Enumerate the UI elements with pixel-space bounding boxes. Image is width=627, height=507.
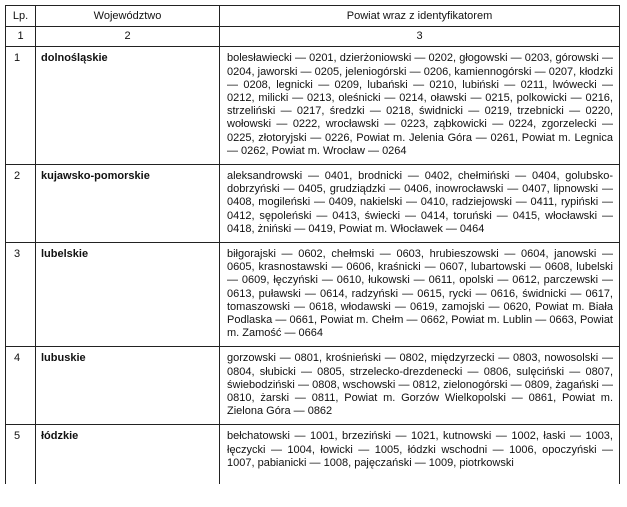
row-powiaty: bolesławiecki — 0201, dzierżoniowski — 0202, głogowski — 0203, górowski — 0204, jaworski — 0205, jeleniogórski — 0206, kamiennogórski — 0207, kłodzki — 0208, legnicki — 0209, lubański — 0210, lubiński — 0211, lwówecki — 0212, milicki — 0213, oleśnicki — 0214, oławski — 0215, polkowicki — 0216, strzeliński — 0217, średzki — 0218, świdnicki — 0219, trzebnicki — 0220, wołowski — 0222, wrocławski — 0223, ząbkowicki — 0224, zgorzelecki — 0225, złotoryjski — 0226, Powiat m. Jelenia Góra — 0261, Powiat m. Legnica — 0262, Powiat m. Wrocław — 0264	[220, 47, 620, 165]
row-powiaty: bełchatowski — 1001, brzeziński — 1021, kutnowski — 1002, łaski — 1003, łęczycki — 1004, łowicki — 1005, łódzki wschodni — 1006, opoczyński — 1007, pabianicki — 1008, pajęczański — 1009, piotrkowski	[220, 425, 620, 484]
header-wojewodztwo: Województwo	[36, 6, 220, 27]
row-lp: 3	[6, 243, 36, 347]
row-powiaty: biłgorajski — 0602, chełmski — 0603, hrubieszowski — 0604, janowski — 0605, krasnostawski — 0606, kraśnicki — 0607, lubartowski — 0608, lubelski — 0609, łęczyński — 0610, łukowski — 0611, opolski — 0612, parczewski — 0613, puławski — 0614, radzyński — 0615, rycki — 0616, świdnicki — 0617, tomaszowski — 0618, włodawski — 0619, zamojski — 0620, Powiat m. Biała Podlaska — 0661, Powiat m. Chełm — 0662, Powiat m. Lublin — 0663, Powiat m. Zamość — 0664	[220, 243, 620, 347]
column-number-row	[6, 27, 620, 47]
row-wojewodztwo: dolnośląskie	[36, 47, 220, 165]
table-row	[6, 243, 620, 347]
row-lp: 2	[6, 165, 36, 243]
header-lp: Lp.	[6, 6, 36, 27]
row-wojewodztwo: łódzkie	[36, 425, 220, 484]
row-lp: 1	[6, 47, 36, 165]
table-row	[6, 165, 620, 243]
row-powiaty: aleksandrowski — 0401, brodnicki — 0402, chełmiński — 0404, golubsko-dobrzyński — 0405, grudziądzki — 0406, inowrocławski — 0407, lipnowski — 0408, mogileński — 0409, nakielski — 0410, radziejowski — 0411, rypiński — 0412, sępoleński — 0413, świecki — 0414, toruński — 0415, włocławski — 0418, żniński — 0419, Powiat m. Włocławek — 0464	[220, 165, 620, 243]
row-wojewodztwo: kujawsko-pomorskie	[36, 165, 220, 243]
row-lp: 5	[6, 425, 36, 484]
row-powiaty: gorzowski — 0801, krośnieński — 0802, międzyrzecki — 0803, nowosolski — 0804, słubicki — 0805, strzelecko-drezdenecki — 0806, sulęciński — 0807, świebodziński — 0808, wschowski — 0812, zielonogórski — 0809, żagański — 0810, żarski — 0811, Powiat m. Gorzów Wielkopolski — 0861, Powiat m. Zielona Góra — 0862	[220, 347, 620, 425]
row-wojewodztwo: lubuskie	[36, 347, 220, 425]
table-row	[6, 425, 620, 484]
table-row	[6, 47, 620, 165]
column-number-1: 1	[6, 27, 36, 47]
header-row	[6, 6, 620, 27]
row-wojewodztwo: lubelskie	[36, 243, 220, 347]
powiat-table	[5, 5, 620, 484]
row-lp: 4	[6, 347, 36, 425]
header-powiat: Powiat wraz z identyfikatorem	[220, 6, 620, 27]
column-number-3: 3	[220, 27, 620, 47]
column-number-2: 2	[36, 27, 220, 47]
table-row	[6, 347, 620, 425]
